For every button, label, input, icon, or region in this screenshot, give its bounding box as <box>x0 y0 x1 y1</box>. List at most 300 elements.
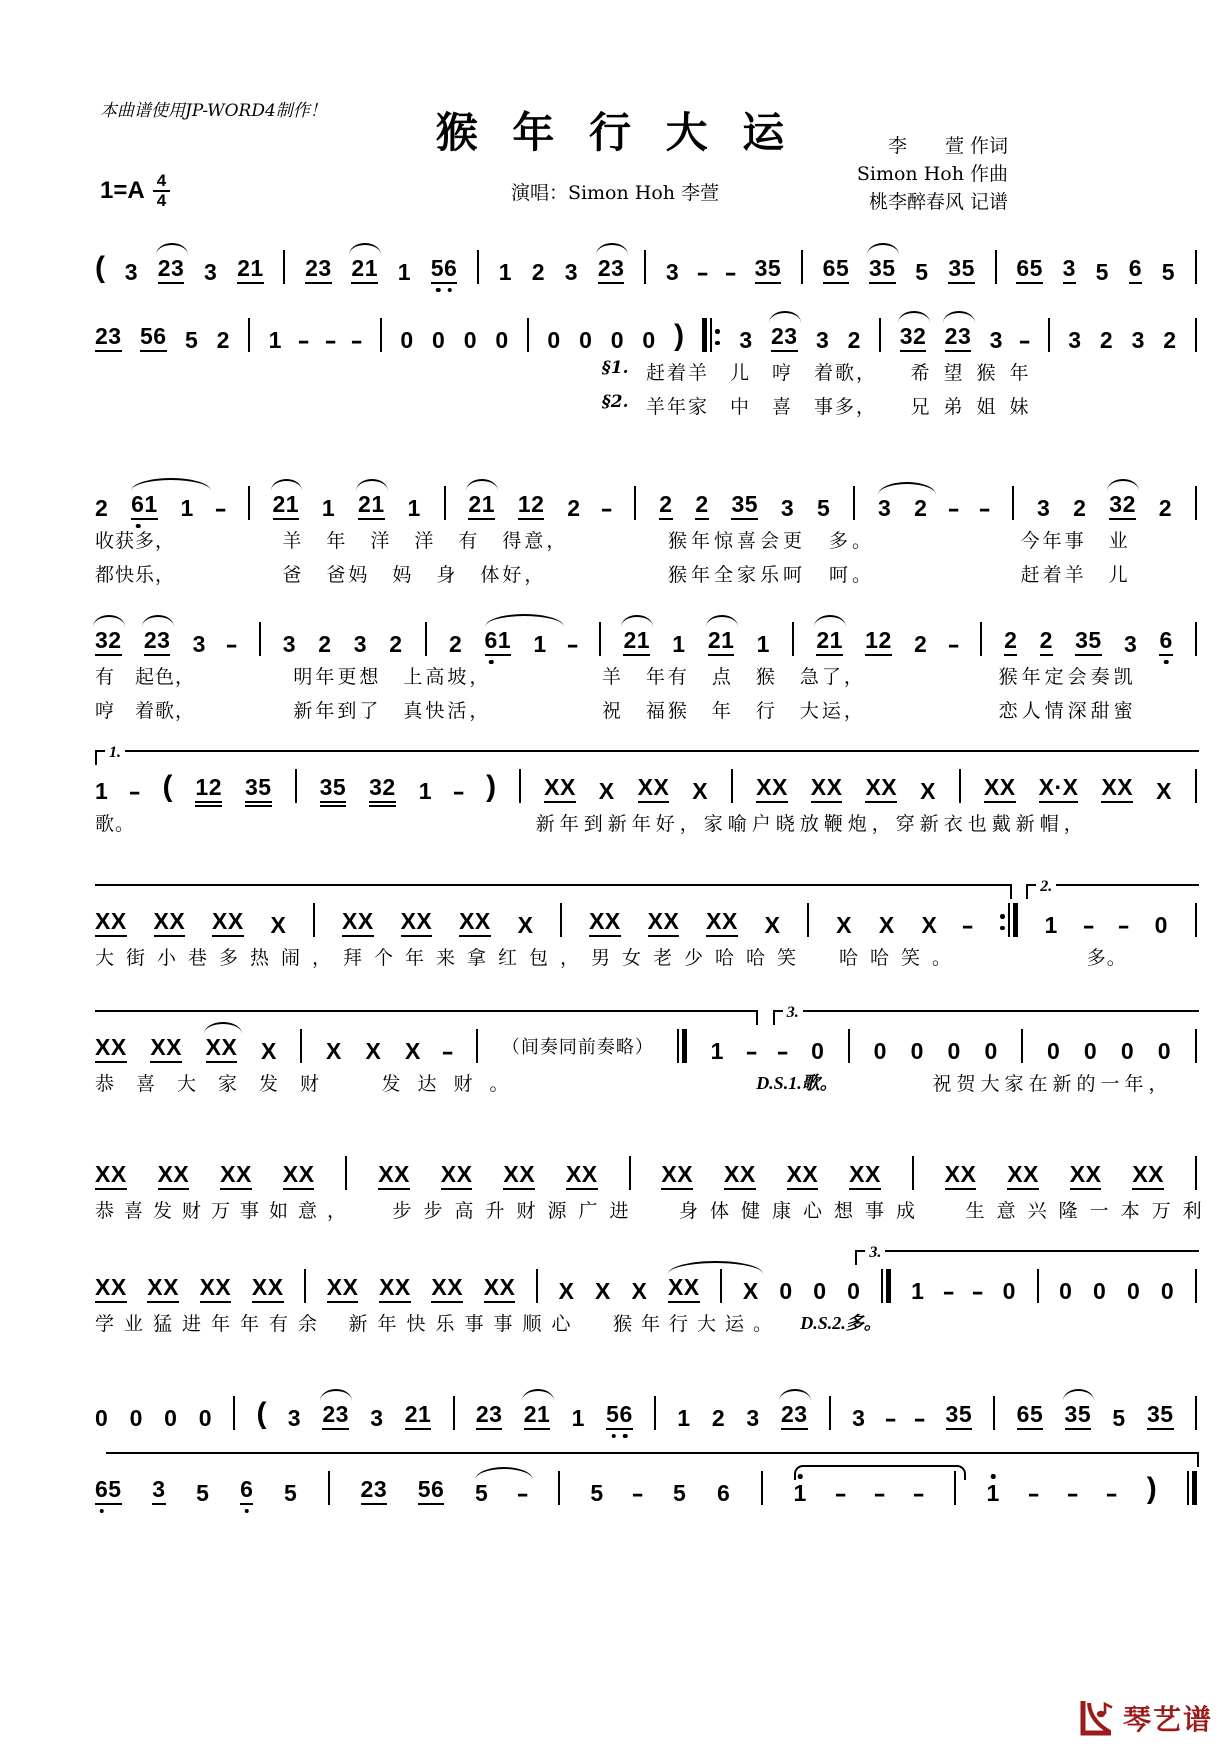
bar-stroke <box>477 250 479 284</box>
barline <box>1195 250 1197 284</box>
octave-dot <box>611 1434 616 1439</box>
note-token: 56 <box>606 1403 633 1430</box>
slur-arc <box>356 479 388 491</box>
note-token: X <box>692 778 709 804</box>
music-line <box>95 618 1197 656</box>
score-system <box>95 744 1197 837</box>
note-token: XX <box>849 1163 881 1190</box>
note-token: 2 <box>567 495 581 521</box>
note-token: 56 <box>431 257 458 284</box>
note-token: XX <box>342 910 374 937</box>
barline <box>1048 318 1050 352</box>
bar-stroke <box>879 318 881 352</box>
note-token: XX <box>787 1163 819 1190</box>
bar-stroke <box>527 318 529 352</box>
barline <box>345 1156 347 1190</box>
barline <box>380 318 382 352</box>
lyric-segment: 大街小巷多热闹，拜个年来拿红包，男女老少哈哈笑 哈哈笑。 <box>95 947 964 969</box>
bar-stroke <box>380 318 382 352</box>
note-token: XX <box>811 776 843 803</box>
note-token: XX <box>206 1036 238 1063</box>
note-token: 2 <box>318 631 332 657</box>
note-token: 1 <box>407 495 421 521</box>
note-token: 3 <box>665 259 680 285</box>
note-token: XX <box>220 1163 252 1190</box>
barline <box>999 903 1018 937</box>
note-token: 21 <box>273 493 300 520</box>
rest-token: 0 <box>947 1038 961 1064</box>
lyric-segment: 多。 <box>1086 947 1127 969</box>
dash-token: - <box>1018 327 1032 353</box>
barline <box>1021 1029 1023 1063</box>
bar-stroke <box>560 903 562 937</box>
rest-token: 0 <box>164 1405 178 1431</box>
bar-stroke <box>720 1269 722 1303</box>
bar-stroke <box>444 486 446 520</box>
lyric-segment: 猴年全家乐呵 呵。 <box>668 564 876 586</box>
barline <box>477 250 479 284</box>
slur-arc <box>779 1389 811 1401</box>
note-token: 23 <box>781 1403 808 1430</box>
dash-token: - <box>1027 1480 1041 1506</box>
note-token: 3 <box>780 495 795 521</box>
note-token: 21 <box>405 1403 432 1430</box>
bar-stroke <box>731 769 733 803</box>
note-token: 6 <box>1129 257 1142 284</box>
barline <box>233 1396 235 1430</box>
bar-stroke <box>677 1029 679 1063</box>
note-token: 12 <box>518 493 545 520</box>
note-token: 1 <box>986 1482 999 1505</box>
slur-arc <box>867 243 899 255</box>
lyric-segment: 学业猛进年年有余 <box>95 1313 328 1335</box>
bar-stroke <box>1012 486 1014 520</box>
barline <box>248 486 250 520</box>
barline <box>536 1269 538 1303</box>
note-token: 3 <box>852 1405 866 1431</box>
note-token: 1 <box>571 1405 585 1431</box>
slur-arc <box>898 311 930 323</box>
lyric-line <box>95 560 1197 588</box>
dash-token: - <box>913 1405 927 1431</box>
music-line <box>95 1265 1197 1303</box>
volta-bracket <box>773 1004 1199 1025</box>
slur-arc <box>156 243 188 255</box>
volta-label: 1. <box>105 744 125 762</box>
note-token: 21 <box>237 257 264 284</box>
note-token: XX <box>1070 1163 1102 1190</box>
note-token: XX <box>283 1163 315 1190</box>
lyric-segment: 兄弟姐妹 <box>910 396 1043 418</box>
lyric-segment: 猴年定会奏凯 <box>998 666 1137 688</box>
note-token: 2 <box>913 631 928 657</box>
lyric-segment: 发达财。 <box>381 1073 526 1095</box>
credit-composer: Simon Hoh 作曲 <box>856 163 1008 185</box>
note-token: 1 <box>672 631 686 657</box>
note-token: 23 <box>945 325 972 352</box>
note-token: 3 <box>124 259 139 285</box>
bar-stroke <box>283 250 285 284</box>
dash-token: - <box>971 1278 985 1304</box>
note-token: XX <box>503 1163 535 1190</box>
barline <box>829 1396 831 1430</box>
note-token: 35 <box>1147 1403 1174 1430</box>
note-token: 56 <box>140 325 167 352</box>
lyric-segment: 生意兴隆一本万利 <box>965 1200 1214 1222</box>
barline <box>634 486 636 520</box>
key-time-signature <box>100 172 170 210</box>
barline <box>881 1269 891 1303</box>
bar-stroke <box>702 318 707 352</box>
octave-dot <box>623 1434 628 1439</box>
dash-token: - <box>441 1038 456 1064</box>
bar-stroke <box>259 622 261 656</box>
note-token: 3 <box>564 259 579 285</box>
bar-stroke <box>1013 903 1018 937</box>
lyric-segment: 羊年家 中 喜 事多， <box>646 396 878 418</box>
barline <box>248 318 250 352</box>
dash-token: - <box>600 495 615 521</box>
note-token: X <box>921 912 938 938</box>
note-token: 5 <box>1161 259 1175 285</box>
note-token: XX <box>252 1276 284 1303</box>
rest-token: 0 <box>463 327 477 353</box>
note-token: 21 <box>816 629 843 656</box>
bar-stroke <box>634 486 636 520</box>
note-token: 3 <box>746 1405 760 1431</box>
note-token: 1 <box>418 778 433 804</box>
barline <box>654 1396 656 1430</box>
bar-stroke <box>682 1029 687 1063</box>
barline <box>1037 1269 1039 1303</box>
barline <box>629 1156 631 1190</box>
note-token: 21 <box>468 493 495 520</box>
note-token: 3 <box>192 631 206 657</box>
barline <box>560 903 562 937</box>
note-token: XX <box>379 1276 411 1303</box>
barline <box>677 1029 687 1063</box>
note-token: XX <box>147 1276 179 1303</box>
note-token: XX <box>158 1163 190 1190</box>
note-token: X <box>595 1278 611 1304</box>
bar-stroke <box>1021 1029 1023 1063</box>
bar-stroke <box>1195 1156 1197 1190</box>
note-token: 2 <box>1004 629 1017 656</box>
note-token: 1 <box>794 1482 807 1505</box>
lyric-line <box>95 943 1197 971</box>
note-token: 35 <box>320 776 347 803</box>
lyric-segment: 猴年行大运。 <box>612 1313 781 1335</box>
note-token: 2 <box>216 327 230 353</box>
note-token: XX <box>638 776 670 803</box>
note-token: 3 <box>287 1405 302 1431</box>
note-token: XX <box>401 910 433 937</box>
note-token: X <box>558 1278 575 1304</box>
slur-arc <box>271 479 303 491</box>
note-token: XX <box>756 776 788 803</box>
note-token: 35 <box>1065 1403 1092 1430</box>
dash-token: - <box>947 631 961 657</box>
barline <box>476 1029 478 1063</box>
lyric-segment: 羊 年有 点 猴 急了， <box>601 666 866 688</box>
dash-token: - <box>776 1038 790 1064</box>
note-token: 3 <box>989 327 1003 353</box>
slur-arc <box>769 311 801 323</box>
dash-token: - <box>873 1480 887 1506</box>
paren: ) <box>674 319 685 352</box>
note-token: 5 <box>590 1480 604 1506</box>
credit-transcriber: 桃李醉春风 记谱 <box>868 191 1008 213</box>
barline <box>328 1471 330 1505</box>
dash-token: - <box>884 1405 898 1431</box>
bar-stroke <box>1195 622 1197 656</box>
note-token: 23 <box>144 629 171 656</box>
note-token: XX <box>724 1163 756 1190</box>
note-token: XX <box>154 910 186 937</box>
volta-bracket <box>95 744 1199 765</box>
barline <box>527 318 529 352</box>
note-token: 3 <box>878 497 891 520</box>
score-system <box>95 1450 1197 1505</box>
volta-bracket <box>1026 878 1199 899</box>
note-token: 5 <box>1095 259 1109 285</box>
octave-dot <box>436 288 441 293</box>
score-system <box>95 1244 1197 1337</box>
music-line <box>95 1025 1197 1063</box>
rest-token: 0 <box>1126 1278 1141 1304</box>
bar-stroke <box>1048 318 1050 352</box>
slur-arc <box>320 1389 352 1401</box>
note-token: XX <box>95 910 127 937</box>
rest-token: 0 <box>198 1405 212 1431</box>
lyric-segment: 爸 爸妈 妈 身 体好， <box>282 564 547 586</box>
slur-arc <box>131 478 211 491</box>
slur-arc <box>466 479 498 491</box>
note-token: 2 <box>95 495 109 521</box>
note-token: XX <box>1007 1163 1039 1190</box>
lyric-line <box>95 696 1197 724</box>
dash-token: - <box>942 1278 956 1304</box>
bar-stroke <box>1195 903 1197 937</box>
lyric-line <box>95 1196 1214 1224</box>
note-token: 3 <box>204 259 218 285</box>
slur-arc <box>475 1467 533 1480</box>
dash-token: - <box>696 259 710 285</box>
lyric-segment: 希望猴年 <box>910 362 1043 384</box>
rest-token: 0 <box>1083 1038 1098 1064</box>
slur-arc <box>943 311 975 323</box>
music-line <box>95 1392 1197 1430</box>
note-token: 32 <box>95 629 122 656</box>
dash-token: - <box>834 1480 849 1506</box>
barline <box>959 769 961 803</box>
bar-stroke <box>328 1471 330 1505</box>
note-token: 21 <box>351 257 378 284</box>
dash-token: - <box>1066 1480 1080 1506</box>
barline <box>283 250 285 284</box>
bar-stroke <box>853 486 855 520</box>
note-token: X <box>260 1038 277 1064</box>
barline <box>853 486 855 520</box>
lyric-segment: 祝贺大家在新的一年， <box>932 1073 1173 1095</box>
music-line <box>95 1467 1197 1505</box>
note-token: XX <box>648 910 680 937</box>
bar-stroke <box>313 903 315 937</box>
note-token: 5 <box>915 259 929 285</box>
rest-token: 0 <box>1046 1038 1061 1064</box>
slur-arc <box>522 1389 554 1401</box>
note-token: 1 <box>397 259 412 285</box>
note-token: 12 <box>865 629 892 656</box>
music-line <box>95 765 1197 803</box>
time-numerator: 4 <box>153 172 170 192</box>
rest-token: 0 <box>1160 1278 1175 1304</box>
lyric-segment: D.S.2.多。 <box>800 1313 882 1333</box>
lyric-segment: 赶着羊 儿 <box>1020 564 1131 586</box>
score-system <box>95 1004 1197 1097</box>
note-token: XX <box>95 1036 127 1063</box>
note-token: 61 <box>485 629 512 656</box>
repeat-dots <box>715 329 720 345</box>
note-token: XX <box>484 1276 516 1303</box>
note-token: XX <box>200 1276 232 1303</box>
dash-token: - <box>214 495 228 521</box>
note-token: 2 <box>711 1405 726 1431</box>
note-token: 2 <box>914 495 928 521</box>
note-token: XX <box>459 910 491 937</box>
rest-token: 0 <box>95 1405 109 1431</box>
note-token: 5 <box>196 1480 210 1506</box>
rest-token: 0 <box>847 1278 861 1304</box>
bar-stroke <box>1192 1471 1197 1505</box>
note-token: XX <box>566 1163 598 1190</box>
volta-bracket <box>95 884 1012 899</box>
note-token: 65 <box>823 257 850 284</box>
barline <box>912 1156 914 1190</box>
note-token: 23 <box>598 257 625 284</box>
barline <box>1195 1029 1197 1063</box>
note-token: 2 <box>1040 629 1053 656</box>
volta-bracket <box>855 1244 1199 1265</box>
slur-arc <box>485 614 565 627</box>
barline <box>519 769 521 803</box>
note-token: 3 <box>1131 327 1145 353</box>
note-token: X <box>365 1038 382 1064</box>
lyric-segment: §1. <box>601 358 629 378</box>
lyric-segment: 有 起色， <box>95 666 196 688</box>
note-token: X <box>598 778 615 804</box>
barline <box>453 1396 455 1430</box>
score-system <box>95 236 1197 284</box>
dash-token: - <box>745 1038 759 1064</box>
bar-stroke <box>792 622 794 656</box>
qinyipu-logo-icon <box>1078 1699 1118 1737</box>
rest-token: 0 <box>1002 1278 1016 1304</box>
note-token: 23 <box>305 257 332 284</box>
bar-stroke <box>1037 1269 1039 1303</box>
credit-lyricist: 李 萱 作词 <box>887 135 1008 157</box>
tie-bracket <box>794 1465 966 1480</box>
dash-token: - <box>516 1480 530 1506</box>
note-token: 5 <box>184 327 199 353</box>
slur-arc <box>878 482 936 495</box>
bar-stroke <box>1195 1396 1197 1430</box>
note-token: XX <box>589 910 621 937</box>
rest-token: 0 <box>400 327 414 353</box>
note-token: 2 <box>1073 495 1087 521</box>
note-token: XX <box>706 910 738 937</box>
note-token: 35 <box>948 257 975 284</box>
lyric-segment: 歌。 <box>95 813 136 835</box>
barline <box>702 318 721 352</box>
time-denominator: 4 <box>156 190 167 210</box>
bar-stroke <box>829 1396 831 1430</box>
note-token: 1 <box>1044 912 1058 938</box>
note-token: XX <box>661 1163 693 1190</box>
note-token: 3 <box>1068 327 1082 353</box>
barline <box>980 622 982 656</box>
barline <box>848 1029 850 1063</box>
music-line <box>95 1152 1197 1190</box>
note-token: 3 <box>1037 495 1051 521</box>
score-system <box>95 1382 1197 1430</box>
barline <box>558 1471 560 1505</box>
note-token: 21 <box>708 629 735 656</box>
rest-token: 0 <box>610 327 625 353</box>
paren: ( <box>162 770 173 803</box>
note-token: 3 <box>815 327 830 353</box>
score-system <box>95 878 1197 971</box>
note-token: X <box>742 1278 759 1304</box>
note-token: X <box>836 912 852 938</box>
key-signature: 1=A <box>100 176 145 204</box>
octave-dot <box>244 1509 249 1514</box>
rest-token: 0 <box>495 327 509 353</box>
note-token: XX <box>544 776 576 803</box>
note-token: 2 <box>449 631 463 657</box>
paren: ) <box>1146 1472 1157 1505</box>
dash-token: - <box>1105 1480 1119 1506</box>
dash-token: - <box>631 1480 645 1506</box>
octave-dot <box>448 288 453 293</box>
bar-stroke <box>654 1396 656 1430</box>
dash-token: - <box>912 1480 926 1506</box>
lyric-segment: 新年到了 真快活， <box>293 700 492 722</box>
music-line <box>95 314 1197 352</box>
rest-token: 0 <box>1154 912 1168 938</box>
barline <box>313 903 315 937</box>
lyric-line <box>95 662 1197 690</box>
lyric-line <box>95 392 1197 420</box>
volta-label: 3. <box>865 1244 885 1262</box>
music-line <box>95 482 1197 520</box>
note-token: XX <box>378 1163 410 1190</box>
octave-dot <box>100 1509 105 1514</box>
note-token: 35 <box>946 1403 973 1430</box>
bar-stroke <box>959 769 961 803</box>
note-token: 1 <box>180 495 194 521</box>
note-token: 35 <box>1075 629 1102 656</box>
note-token: X·X <box>1039 776 1079 803</box>
lyric-segment: 祝 福猴 年 行 大运， <box>601 700 866 722</box>
volta-bracket <box>95 1010 758 1025</box>
lyric-segment: 恋人情深甜蜜 <box>998 700 1137 722</box>
note-token: X <box>404 1038 421 1064</box>
bar-stroke <box>233 1396 235 1430</box>
note-token: 1 <box>95 778 109 804</box>
barline <box>807 903 809 937</box>
music-line <box>95 899 1197 937</box>
